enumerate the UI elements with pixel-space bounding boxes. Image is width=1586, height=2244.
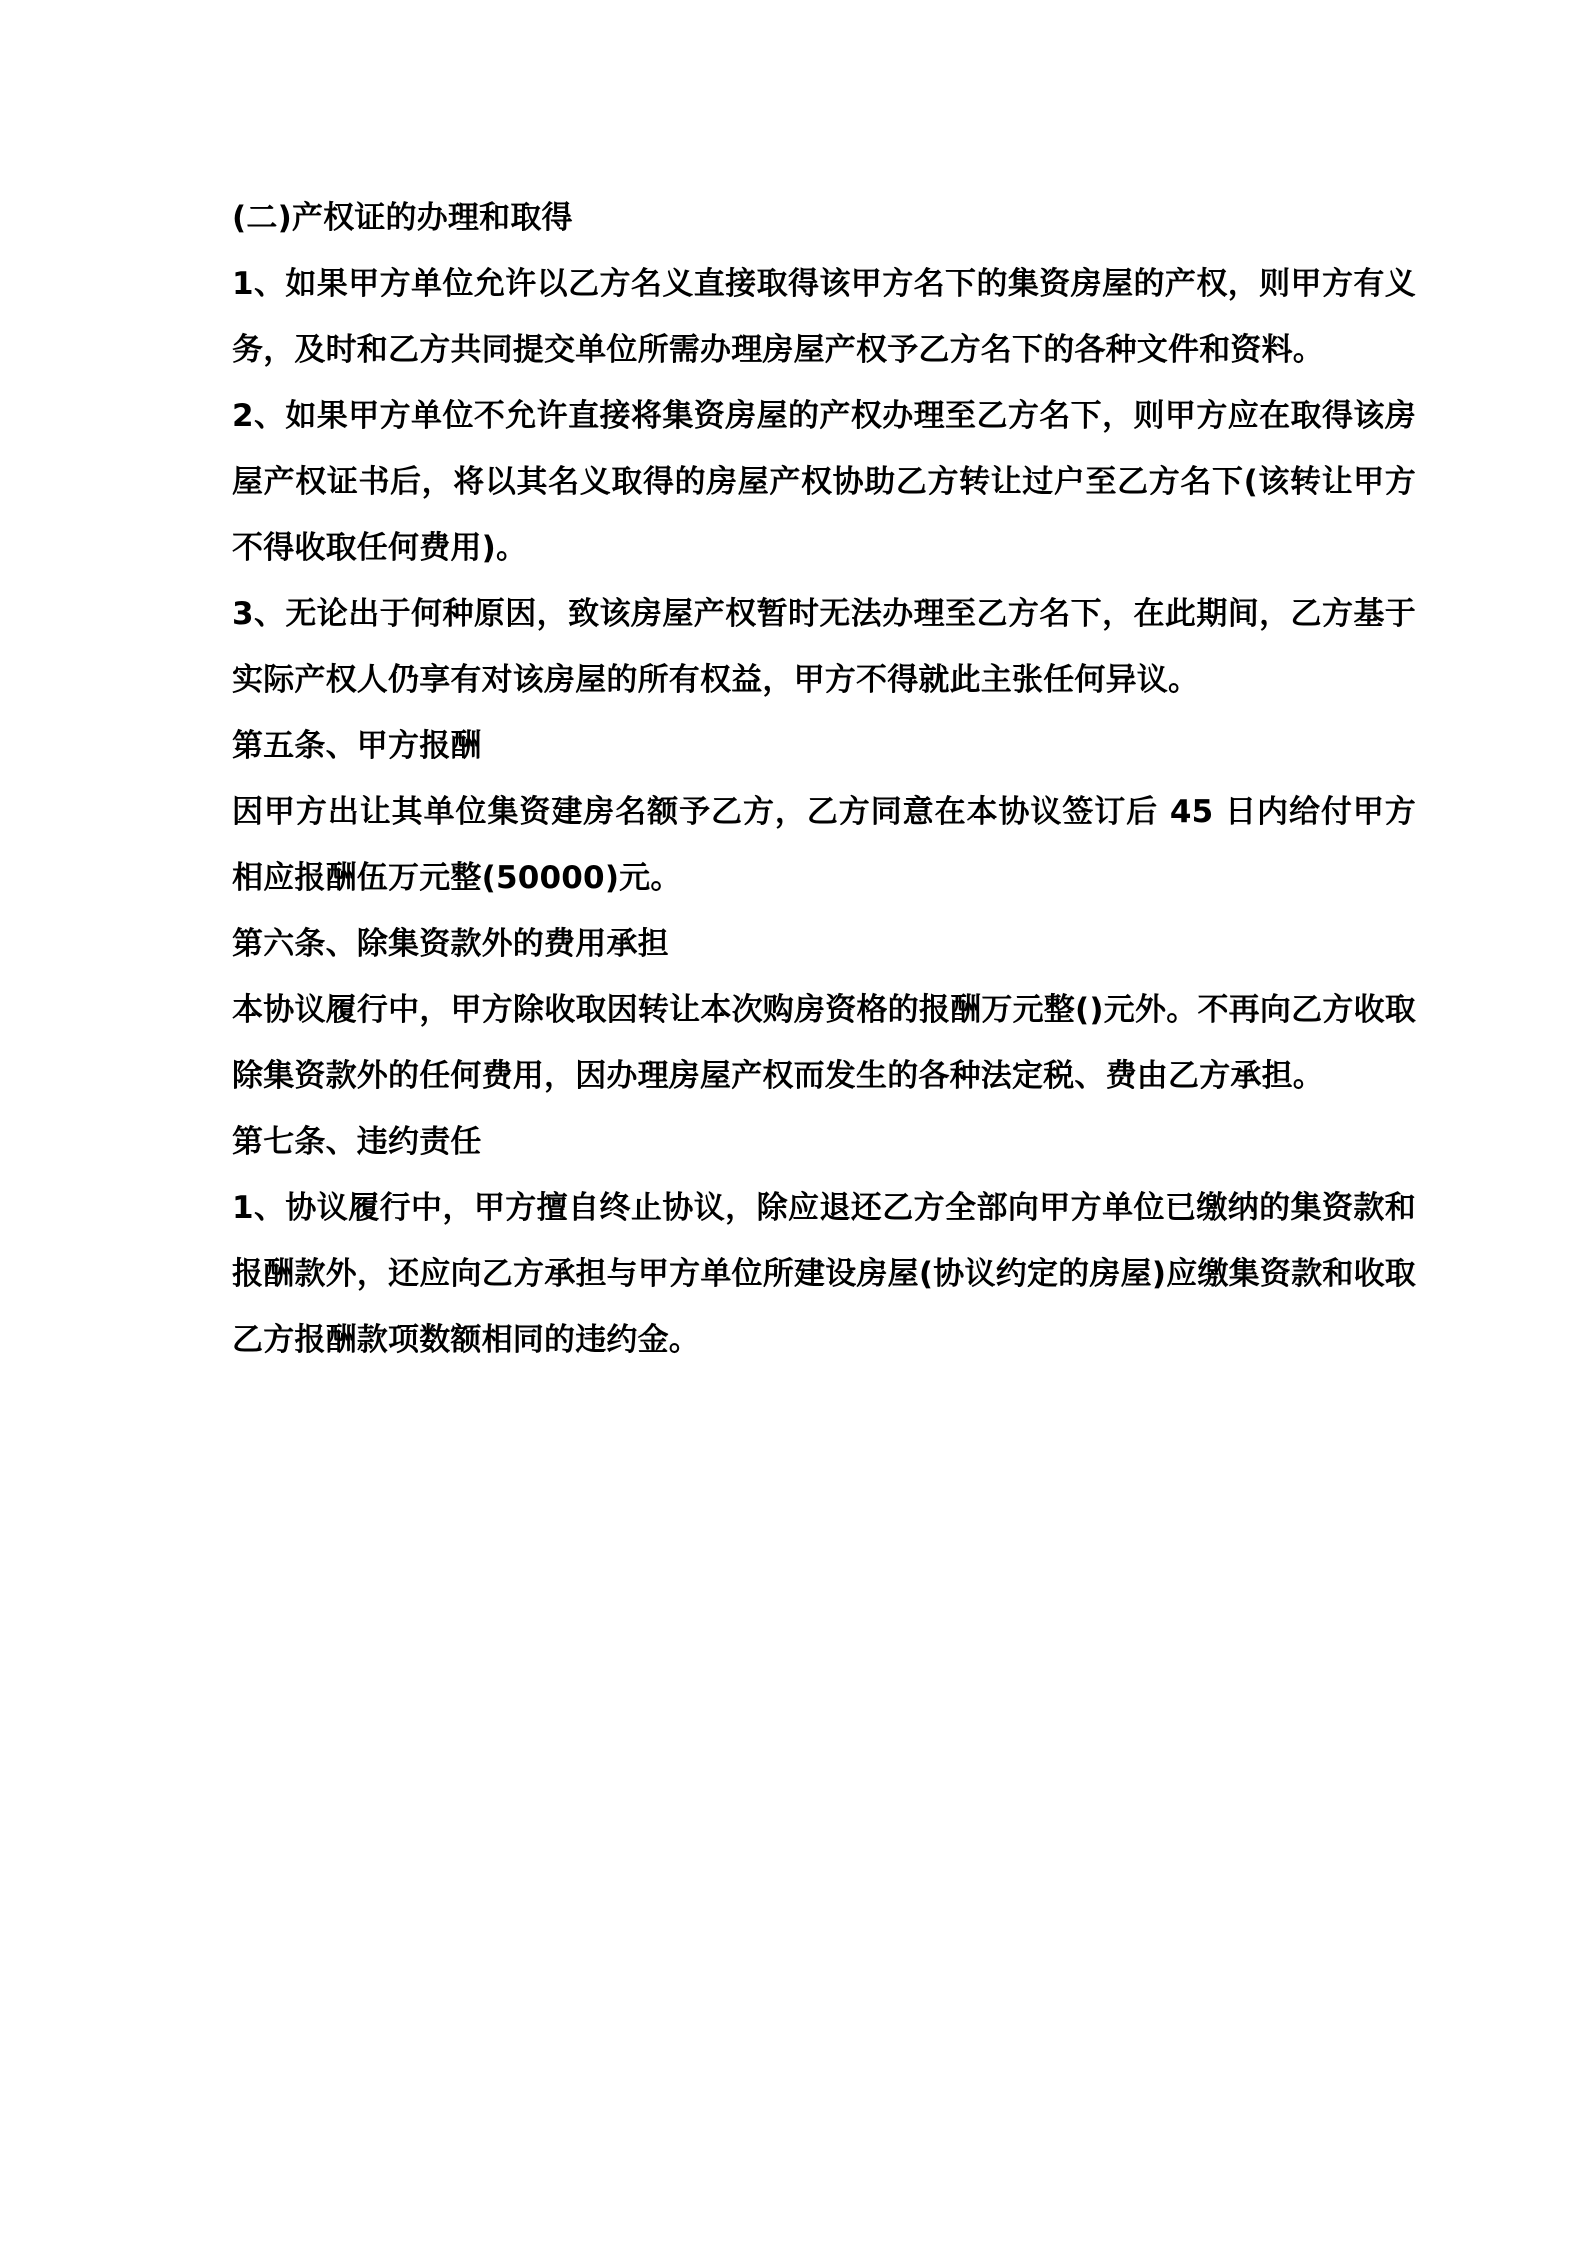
section-heading-property-certificate: (二)产权证的办理和取得 (232, 200, 573, 236)
document-body (232, 185, 1416, 1373)
article-heading-five: 第五条、甲方报酬 (232, 728, 482, 764)
article-heading-seven: 第七条、违约责任 (232, 1124, 482, 1160)
article-heading-six: 第六条、除集资款外的费用承担 (232, 926, 669, 962)
article-five-body: 因甲方出让其单位集资建房名额予乙方，乙方同意在本协议签订后 45 日内给付甲方相应报酬伍万元整(50000)元。 (232, 794, 1416, 896)
clause-item-2: 2、如果甲方单位不允许直接将集资房屋的产权办理至乙方名下，则甲方应在取得该房屋产权证书后，将以其名义取得的房屋产权协助乙方转让过户至乙方名下(该转让甲方不得收取任何费用)。 (232, 398, 1416, 566)
article-six-body: 本协议履行中，甲方除收取因转让本次购房资格的报酬万元整()元外。不再向乙方收取除集资款外的任何费用，因办理房屋产权而发生的各种法定税、费由乙方承担。 (232, 992, 1416, 1094)
clause-item-3: 3、无论出于何种原因，致该房屋产权暂时无法办理至乙方名下，在此期间，乙方基于实际产权人仍享有对该房屋的所有权益，甲方不得就此主张任何异议。 (232, 596, 1416, 698)
clause-item-1: 1、如果甲方单位允许以乙方名义直接取得该甲方名下的集资房屋的产权，则甲方有义务，及时和乙方共同提交单位所需办理房屋产权予乙方名下的各种文件和资料。 (232, 266, 1416, 368)
article-seven-item-1: 1、协议履行中，甲方擅自终止协议，除应退还乙方全部向甲方单位已缴纳的集资款和报酬款外，还应向乙方承担与甲方单位所建设房屋(协议约定的房屋)应缴集资款和收取乙方报酬款项数额相同的违约金。 (232, 1190, 1416, 1358)
